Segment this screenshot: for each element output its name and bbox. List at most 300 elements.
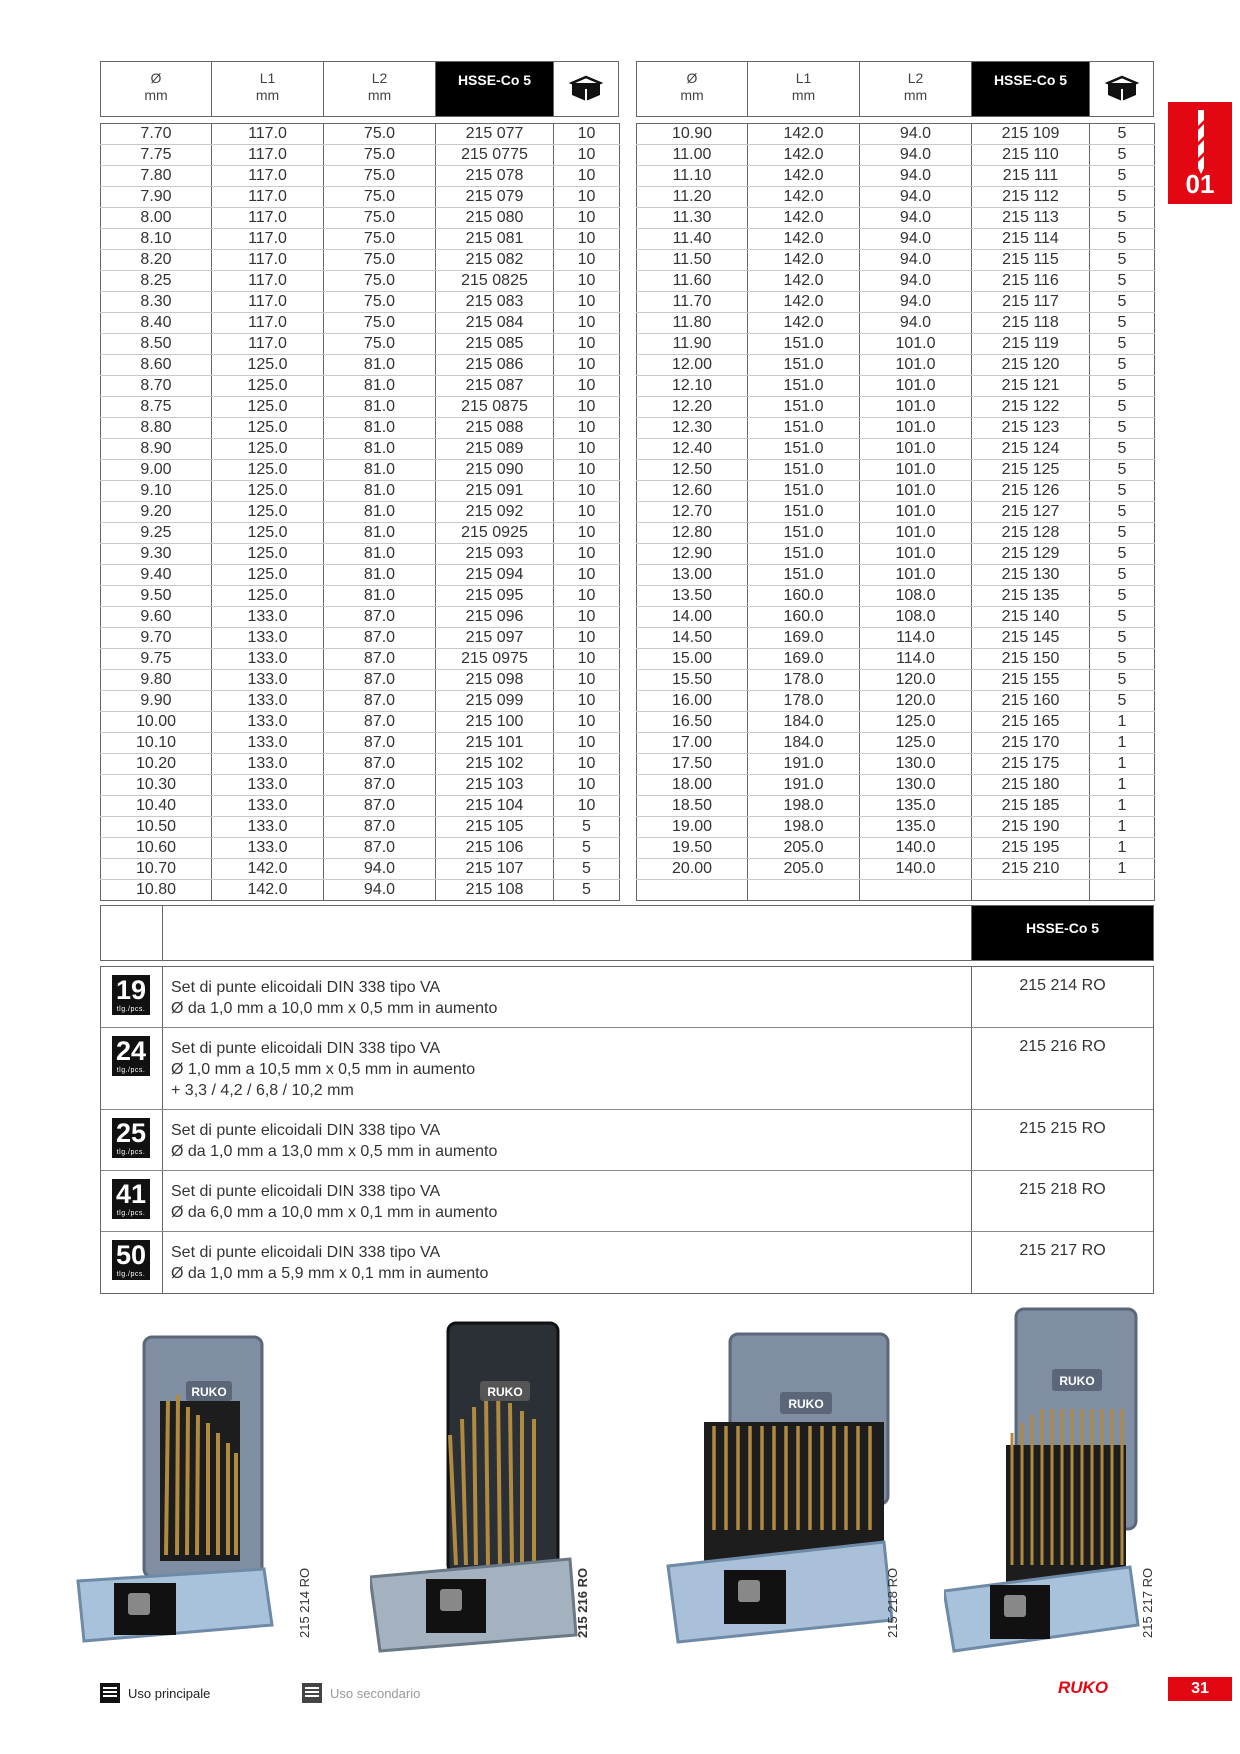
- article-number-cell: 215 180: [972, 775, 1090, 796]
- diameter-cell: 7.80: [101, 166, 212, 187]
- l2-cell: 81.0: [324, 502, 436, 523]
- l1-cell: 133.0: [212, 796, 324, 817]
- l1-cell: 133.0: [212, 628, 324, 649]
- material-header: HSSE-Co 5: [972, 62, 1090, 116]
- diameter-cell: 10.30: [101, 775, 212, 796]
- table-row: [637, 523, 1155, 544]
- table-row: [637, 208, 1155, 229]
- article-number-cell: 215 126: [972, 481, 1090, 502]
- package-qty-cell: 10: [554, 565, 620, 586]
- package-qty-cell: 5: [1090, 355, 1155, 376]
- l1-cell: 178.0: [748, 691, 860, 712]
- l2-cell: 75.0: [324, 334, 436, 355]
- article-number-cell: 215 127: [972, 502, 1090, 523]
- article-number-cell: 215 115: [972, 250, 1090, 271]
- article-number-cell: 215 110: [972, 145, 1090, 166]
- l1-cell: 169.0: [748, 628, 860, 649]
- l1-cell: 151.0: [748, 544, 860, 565]
- l2-cell: 87.0: [324, 796, 436, 817]
- package-qty-cell: 5: [1090, 670, 1155, 691]
- diameter-cell: 17.00: [637, 733, 748, 754]
- diameter-cell: 11.30: [637, 208, 748, 229]
- article-number-cell: 215 140: [972, 607, 1090, 628]
- table-row: [637, 418, 1155, 439]
- package-qty-cell: 10: [554, 796, 620, 817]
- package-qty-cell: 10: [554, 481, 620, 502]
- drill-case-photo: [944, 1305, 1144, 1655]
- set-description: Set di punte elicoidali DIN 338 tipo VA Ø 1,0 mm a 10,5 mm x 0,5 mm in aumento + 3,3 / 4,2 / 6,8 / 10,2 mm: [163, 1028, 972, 1109]
- diameter-cell: 8.00: [101, 208, 212, 229]
- diameter-cell: 10.60: [101, 838, 212, 859]
- right-table-header: [636, 61, 1154, 117]
- l2-cell: 101.0: [860, 523, 972, 544]
- article-number-cell: 215 120: [972, 355, 1090, 376]
- l1-cell: 151.0: [748, 439, 860, 460]
- package-qty-cell: 10: [554, 355, 620, 376]
- l2-cell: 75.0: [324, 292, 436, 313]
- case-brand-label: RUKO: [1059, 1374, 1095, 1388]
- table-row: [101, 187, 620, 208]
- diameter-cell: 9.40: [101, 565, 212, 586]
- diameter-cell: 14.50: [637, 628, 748, 649]
- diameter-cell: 10.00: [101, 712, 212, 733]
- table-row: [101, 670, 620, 691]
- table-row: [101, 628, 620, 649]
- l1-cell: 133.0: [212, 712, 324, 733]
- l2-cell: 75.0: [324, 145, 436, 166]
- brand-logo: RUKO: [1058, 1678, 1109, 1697]
- l1-header: L1 mm: [748, 62, 860, 116]
- primary-use-legend: Uso principale: [100, 1683, 210, 1703]
- l1-cell: 133.0: [212, 817, 324, 838]
- table-row: [101, 607, 620, 628]
- diameter-cell: 18.00: [637, 775, 748, 796]
- set-description: Set di punte elicoidali DIN 338 tipo VA Ø da 1,0 mm a 13,0 mm x 0,5 mm in aumento: [163, 1110, 972, 1170]
- diameter-cell: 11.50: [637, 250, 748, 271]
- article-number-cell: [972, 880, 1090, 901]
- article-number-cell: 215 165: [972, 712, 1090, 733]
- l2-cell: 87.0: [324, 817, 436, 838]
- package-qty-cell: 10: [554, 523, 620, 544]
- l1-cell: 142.0: [748, 166, 860, 187]
- package-qty-cell: 5: [554, 838, 620, 859]
- l2-cell: 101.0: [860, 397, 972, 418]
- diameter-cell: 9.60: [101, 607, 212, 628]
- table-row: [101, 208, 620, 229]
- l2-cell: 81.0: [324, 523, 436, 544]
- diameter-cell: 10.10: [101, 733, 212, 754]
- article-number-cell: 215 112: [972, 187, 1090, 208]
- diameter-cell: 8.20: [101, 250, 212, 271]
- case-brand-label: RUKO: [788, 1397, 824, 1411]
- table-row: [637, 355, 1155, 376]
- l2-cell: 120.0: [860, 670, 972, 691]
- table-row: [101, 712, 620, 733]
- l2-cell: 130.0: [860, 775, 972, 796]
- l1-cell: 133.0: [212, 607, 324, 628]
- package-icon: [1090, 62, 1153, 116]
- l1-cell: 117.0: [212, 250, 324, 271]
- l1-cell: 142.0: [748, 271, 860, 292]
- table-row: [101, 754, 620, 775]
- l2-cell: 75.0: [324, 250, 436, 271]
- table-row: [101, 649, 620, 670]
- l2-cell: 125.0: [860, 733, 972, 754]
- set-description: Set di punte elicoidali DIN 338 tipo VA Ø da 6,0 mm a 10,0 mm x 0,1 mm in aumento: [163, 1171, 972, 1231]
- table-row: [637, 859, 1155, 880]
- package-qty-cell: 5: [1090, 460, 1155, 481]
- table-row: [101, 775, 620, 796]
- article-number-cell: 215 117: [972, 292, 1090, 313]
- article-number-cell: 215 104: [436, 796, 554, 817]
- article-number-cell: 215 210: [972, 859, 1090, 880]
- l2-cell: 75.0: [324, 229, 436, 250]
- table-row: [637, 628, 1155, 649]
- table-row: [101, 691, 620, 712]
- article-number-cell: 215 078: [436, 166, 554, 187]
- l2-cell: 114.0: [860, 649, 972, 670]
- diameter-cell: 11.40: [637, 229, 748, 250]
- package-qty-cell: 1: [1090, 859, 1155, 880]
- left-spec-table: [100, 123, 620, 901]
- l1-cell: 117.0: [212, 124, 324, 145]
- l2-cell: 140.0: [860, 838, 972, 859]
- article-number-cell: 215 129: [972, 544, 1090, 565]
- diameter-cell: 12.80: [637, 523, 748, 544]
- l2-cell: 101.0: [860, 460, 972, 481]
- article-number-cell: 215 107: [436, 859, 554, 880]
- article-number-cell: 215 087: [436, 376, 554, 397]
- l2-cell: 101.0: [860, 439, 972, 460]
- l2-cell: 120.0: [860, 691, 972, 712]
- diameter-cell: 12.90: [637, 544, 748, 565]
- package-icon: [554, 62, 618, 116]
- l2-cell: 94.0: [860, 229, 972, 250]
- diameter-cell: 12.40: [637, 439, 748, 460]
- article-number-cell: 215 0875: [436, 397, 554, 418]
- package-qty-cell: 5: [1090, 607, 1155, 628]
- l1-cell: 151.0: [748, 460, 860, 481]
- article-number-cell: 215 0775: [436, 145, 554, 166]
- package-qty-cell: 10: [554, 145, 620, 166]
- table-row: [637, 439, 1155, 460]
- table-row: [637, 250, 1155, 271]
- l1-cell: 142.0: [748, 124, 860, 145]
- package-qty-cell: 1: [1090, 754, 1155, 775]
- l1-cell: 117.0: [212, 145, 324, 166]
- table-row: [101, 250, 620, 271]
- diameter-cell: 9.80: [101, 670, 212, 691]
- l1-cell: 205.0: [748, 838, 860, 859]
- article-number-cell: 215 082: [436, 250, 554, 271]
- article-number-cell: 215 170: [972, 733, 1090, 754]
- package-qty-cell: 5: [1090, 544, 1155, 565]
- drill-case-photo: [370, 1315, 580, 1655]
- diameter-cell: 8.70: [101, 376, 212, 397]
- l2-cell: 114.0: [860, 628, 972, 649]
- l1-cell: 133.0: [212, 838, 324, 859]
- article-number-cell: 215 130: [972, 565, 1090, 586]
- table-row: [101, 271, 620, 292]
- l1-cell: 133.0: [212, 775, 324, 796]
- diameter-cell: 12.30: [637, 418, 748, 439]
- l1-cell: 151.0: [748, 418, 860, 439]
- table-row: [101, 355, 620, 376]
- package-qty-cell: 5: [1090, 481, 1155, 502]
- package-qty-cell: 10: [554, 775, 620, 796]
- article-number-cell: 215 128: [972, 523, 1090, 544]
- table-row: [637, 712, 1155, 733]
- drill-icon: [1168, 106, 1232, 176]
- l2-cell: 75.0: [324, 124, 436, 145]
- article-number-cell: 215 105: [436, 817, 554, 838]
- l2-cell: 94.0: [860, 313, 972, 334]
- package-qty-cell: 10: [554, 250, 620, 271]
- l1-cell: 142.0: [748, 208, 860, 229]
- diameter-cell: 12.20: [637, 397, 748, 418]
- article-number-cell: 215 096: [436, 607, 554, 628]
- l1-cell: 191.0: [748, 775, 860, 796]
- table-row: [101, 817, 620, 838]
- set-row: [101, 1110, 1153, 1171]
- table-row: [101, 313, 620, 334]
- l2-cell: 108.0: [860, 586, 972, 607]
- package-qty-cell: 10: [554, 313, 620, 334]
- package-qty-cell: 1: [1090, 817, 1155, 838]
- package-qty-cell: 10: [554, 187, 620, 208]
- set-code: 215 216 RO: [1019, 1038, 1106, 1055]
- table-row: [637, 376, 1155, 397]
- article-number-cell: 215 108: [436, 880, 554, 901]
- package-qty-cell: 10: [554, 460, 620, 481]
- package-qty-cell: 10: [554, 271, 620, 292]
- piece-count-badge: 25 tlg./pcs.: [112, 1118, 150, 1158]
- package-qty-cell: 5: [554, 859, 620, 880]
- l1-cell: 169.0: [748, 649, 860, 670]
- package-qty-cell: 5: [1090, 628, 1155, 649]
- package-qty-cell: 10: [554, 691, 620, 712]
- l2-cell: 81.0: [324, 460, 436, 481]
- package-qty-cell: 10: [554, 670, 620, 691]
- l2-cell: 81.0: [324, 418, 436, 439]
- l2-cell: 94.0: [860, 145, 972, 166]
- article-number-cell: 215 0825: [436, 271, 554, 292]
- article-number-cell: 215 125: [972, 460, 1090, 481]
- package-qty-cell: 10: [554, 418, 620, 439]
- l2-cell: 87.0: [324, 691, 436, 712]
- table-row: [101, 502, 620, 523]
- table-row: [101, 124, 620, 145]
- diameter-cell: 8.75: [101, 397, 212, 418]
- diameter-cell: 12.50: [637, 460, 748, 481]
- l2-cell: 101.0: [860, 418, 972, 439]
- article-number-cell: 215 190: [972, 817, 1090, 838]
- article-number-cell: 215 084: [436, 313, 554, 334]
- l1-cell: 142.0: [748, 145, 860, 166]
- l1-cell: 151.0: [748, 523, 860, 544]
- set-description: Set di punte elicoidali DIN 338 tipo VA Ø da 1,0 mm a 10,0 mm x 0,5 mm in aumento: [163, 967, 972, 1027]
- article-number-cell: 215 086: [436, 355, 554, 376]
- article-number-cell: 215 0975: [436, 649, 554, 670]
- package-qty-cell: 10: [554, 754, 620, 775]
- article-number-cell: 215 119: [972, 334, 1090, 355]
- secondary-use-icon: [302, 1683, 322, 1703]
- diameter-cell: 9.10: [101, 481, 212, 502]
- package-qty-cell: 1: [1090, 712, 1155, 733]
- l2-cell: 81.0: [324, 481, 436, 502]
- article-number-cell: 215 106: [436, 838, 554, 859]
- l1-cell: 133.0: [212, 754, 324, 775]
- diameter-cell: 9.25: [101, 523, 212, 544]
- table-row: [101, 796, 620, 817]
- package-qty-cell: 5: [1090, 250, 1155, 271]
- package-qty-cell: 5: [1090, 418, 1155, 439]
- l2-cell: 75.0: [324, 271, 436, 292]
- diameter-cell: 19.50: [637, 838, 748, 859]
- diameter-cell: 8.25: [101, 271, 212, 292]
- photo-caption: 215 216 RO: [575, 1567, 590, 1638]
- package-qty-cell: 10: [554, 502, 620, 523]
- article-number-cell: 215 085: [436, 334, 554, 355]
- package-qty-cell: 1: [1090, 733, 1155, 754]
- diameter-cell: 16.00: [637, 691, 748, 712]
- package-qty-cell: 5: [554, 817, 620, 838]
- package-qty-cell: 10: [554, 334, 620, 355]
- diameter-cell: 13.00: [637, 565, 748, 586]
- l1-cell: 133.0: [212, 649, 324, 670]
- diameter-cell: 8.50: [101, 334, 212, 355]
- diameter-cell: 15.50: [637, 670, 748, 691]
- diameter-cell: 19.00: [637, 817, 748, 838]
- table-row: [101, 481, 620, 502]
- package-qty-cell: 5: [1090, 523, 1155, 544]
- primary-use-icon: [100, 1683, 120, 1703]
- case-brand-label: RUKO: [487, 1385, 523, 1399]
- table-row: [101, 376, 620, 397]
- photo-caption: 215 218 RO: [885, 1567, 900, 1638]
- table-row: [637, 292, 1155, 313]
- package-qty-cell: 10: [554, 376, 620, 397]
- diameter-cell: 13.50: [637, 586, 748, 607]
- diameter-cell: [637, 880, 748, 901]
- l1-cell: [748, 880, 860, 901]
- package-qty-cell: 5: [554, 880, 620, 901]
- l2-cell: 101.0: [860, 502, 972, 523]
- l2-cell: 75.0: [324, 313, 436, 334]
- l1-cell: 142.0: [212, 880, 324, 901]
- drill-case-photo: [74, 1325, 284, 1655]
- package-qty-cell: 5: [1090, 565, 1155, 586]
- right-spec-table: [636, 123, 1155, 901]
- table-row: [101, 880, 620, 901]
- table-row: [637, 229, 1155, 250]
- package-qty-cell: 10: [554, 733, 620, 754]
- set-row: [101, 1232, 1153, 1293]
- article-number-cell: 215 089: [436, 439, 554, 460]
- l2-cell: 87.0: [324, 733, 436, 754]
- article-number-cell: 215 097: [436, 628, 554, 649]
- l1-cell: 151.0: [748, 355, 860, 376]
- article-number-cell: 215 091: [436, 481, 554, 502]
- l1-cell: 142.0: [748, 313, 860, 334]
- set-code: 215 214 RO: [1019, 977, 1106, 994]
- l1-cell: 184.0: [748, 712, 860, 733]
- package-qty-cell: 5: [1090, 124, 1155, 145]
- l2-cell: 94.0: [860, 166, 972, 187]
- table-row: [637, 838, 1155, 859]
- package-qty-cell: 10: [554, 586, 620, 607]
- diameter-cell: 15.00: [637, 649, 748, 670]
- package-qty-cell: 5: [1090, 691, 1155, 712]
- l1-cell: 125.0: [212, 376, 324, 397]
- l2-cell: 81.0: [324, 397, 436, 418]
- section-tab: [1168, 102, 1232, 204]
- l2-cell: 94.0: [324, 880, 436, 901]
- diameter-cell: 18.50: [637, 796, 748, 817]
- table-row: [101, 733, 620, 754]
- package-qty-cell: 5: [1090, 166, 1155, 187]
- l2-cell: 81.0: [324, 355, 436, 376]
- l2-header: L2 mm: [860, 62, 972, 116]
- article-number-cell: 215 155: [972, 670, 1090, 691]
- article-number-cell: 215 0925: [436, 523, 554, 544]
- table-row: [637, 334, 1155, 355]
- diameter-cell: 8.30: [101, 292, 212, 313]
- table-row: [101, 418, 620, 439]
- l2-cell: 87.0: [324, 628, 436, 649]
- l2-cell: 87.0: [324, 775, 436, 796]
- set-code: 215 218 RO: [1019, 1181, 1106, 1198]
- diameter-cell: 7.70: [101, 124, 212, 145]
- l1-cell: 151.0: [748, 376, 860, 397]
- l1-header: L1 mm: [212, 62, 324, 116]
- diameter-cell: 11.70: [637, 292, 748, 313]
- table-row: [637, 124, 1155, 145]
- l2-cell: 81.0: [324, 544, 436, 565]
- l2-cell: 101.0: [860, 355, 972, 376]
- l1-cell: 160.0: [748, 607, 860, 628]
- diameter-cell: 11.80: [637, 313, 748, 334]
- diameter-cell: 17.50: [637, 754, 748, 775]
- left-table-header: [100, 61, 619, 117]
- diameter-cell: 10.50: [101, 817, 212, 838]
- diameter-header: Ø mm: [637, 62, 748, 116]
- l2-cell: 94.0: [860, 271, 972, 292]
- article-number-cell: 215 080: [436, 208, 554, 229]
- diameter-cell: 11.10: [637, 166, 748, 187]
- article-number-cell: 215 124: [972, 439, 1090, 460]
- l1-cell: 125.0: [212, 586, 324, 607]
- photo-caption: 215 217 RO: [1140, 1567, 1155, 1638]
- article-number-cell: 215 118: [972, 313, 1090, 334]
- article-number-cell: 215 135: [972, 586, 1090, 607]
- diameter-header: Ø mm: [101, 62, 212, 116]
- table-row: [101, 229, 620, 250]
- diameter-cell: 8.10: [101, 229, 212, 250]
- diameter-cell: 12.70: [637, 502, 748, 523]
- table-row: [101, 838, 620, 859]
- table-row: [637, 649, 1155, 670]
- diameter-cell: 9.20: [101, 502, 212, 523]
- l2-header: L2 mm: [324, 62, 436, 116]
- package-qty-cell: 5: [1090, 334, 1155, 355]
- package-qty-cell: 5: [1090, 229, 1155, 250]
- table-row: [637, 775, 1155, 796]
- table-row: [637, 607, 1155, 628]
- diameter-cell: 9.75: [101, 649, 212, 670]
- article-number-cell: 215 175: [972, 754, 1090, 775]
- l2-cell: 87.0: [324, 712, 436, 733]
